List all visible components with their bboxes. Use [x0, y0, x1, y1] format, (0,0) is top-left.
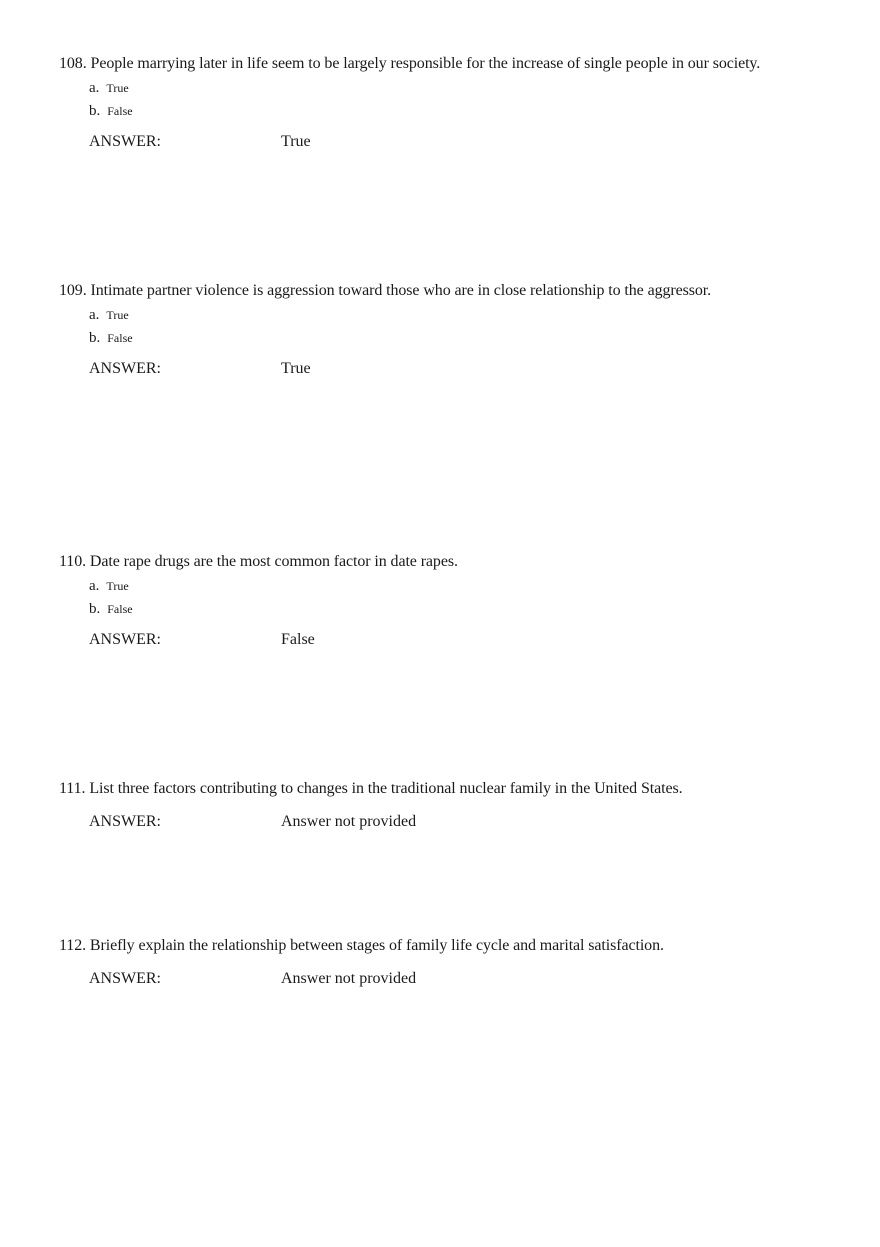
answer-row	[89, 132, 839, 152]
answer-row	[89, 359, 839, 379]
question-prompt: Briefly explain the relationship between stages of family life cycle and marital satisfaction.	[89, 937, 664, 954]
answer-row	[89, 969, 839, 989]
question-108	[59, 54, 839, 152]
question-number: 110.	[59, 553, 87, 570]
answer-label: ANSWER:	[89, 360, 161, 377]
question-prompt: Date rape drugs are the most common factor in date rapes.	[89, 553, 458, 570]
option-a	[89, 303, 839, 326]
question-112	[59, 936, 839, 989]
question-text	[59, 54, 839, 74]
answer-options	[89, 574, 839, 620]
option-letter: a.	[89, 80, 100, 96]
option-letter: a.	[89, 307, 100, 323]
option-text: True	[106, 81, 129, 95]
question-number: 108.	[59, 55, 87, 72]
option-b	[89, 597, 839, 620]
option-letter: b.	[89, 601, 101, 617]
question-110	[59, 552, 839, 650]
answer-label: ANSWER:	[89, 813, 161, 830]
option-text: False	[107, 104, 133, 118]
question-number: 109.	[59, 282, 87, 299]
answer-options	[89, 76, 839, 122]
answer-value: True	[281, 360, 311, 377]
option-letter: a.	[89, 578, 100, 594]
answer-label: ANSWER:	[89, 631, 161, 648]
question-text	[59, 779, 839, 799]
option-text: True	[106, 308, 129, 322]
answer-row	[89, 630, 839, 650]
answer-label: ANSWER:	[89, 133, 161, 150]
option-a	[89, 574, 839, 597]
answer-options	[89, 303, 839, 349]
option-text: False	[107, 331, 133, 345]
question-prompt: List three factors contributing to changes in the traditional nuclear family in the United States.	[89, 780, 683, 797]
question-text	[59, 936, 839, 956]
option-letter: b.	[89, 103, 101, 119]
question-prompt: Intimate partner violence is aggression toward those who are in close relationship to the aggressor.	[90, 282, 712, 299]
answer-value: Answer not provided	[281, 970, 417, 987]
option-b	[89, 99, 839, 122]
option-text: True	[106, 579, 129, 593]
question-number: 111.	[59, 780, 86, 797]
answer-value: Answer not provided	[281, 813, 417, 830]
question-text	[59, 552, 839, 572]
answer-value: False	[281, 631, 315, 648]
option-a	[89, 76, 839, 99]
option-b	[89, 326, 839, 349]
question-109	[59, 281, 839, 379]
question-number: 112.	[59, 937, 87, 954]
answer-label: ANSWER:	[89, 970, 161, 987]
question-prompt: People marrying later in life seem to be largely responsible for the increase of single people in our society.	[90, 55, 761, 72]
answer-row	[89, 812, 839, 832]
question-111	[59, 779, 839, 832]
answer-value: True	[281, 133, 311, 150]
option-letter: b.	[89, 330, 101, 346]
question-text	[59, 281, 839, 301]
option-text: False	[107, 602, 133, 616]
